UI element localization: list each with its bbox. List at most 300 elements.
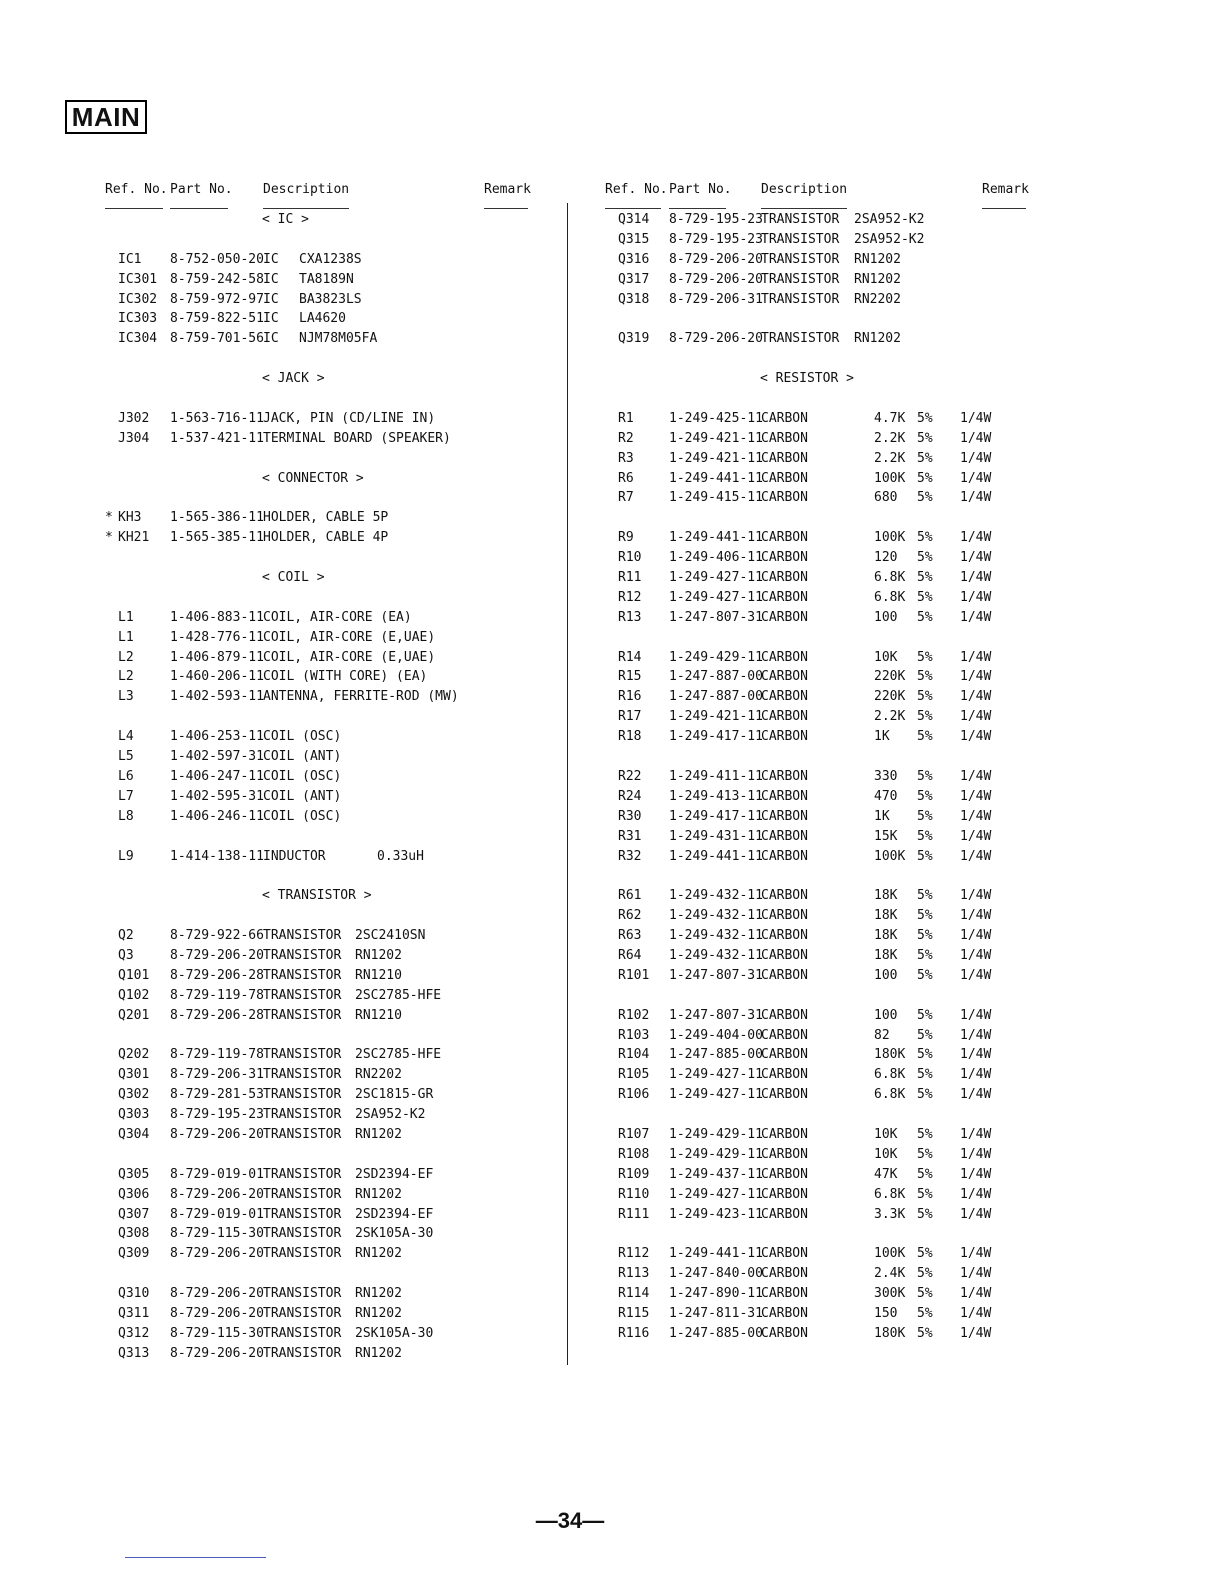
- cell-ref: L1: [118, 629, 134, 645]
- cell-ref: R24: [618, 788, 642, 804]
- parts-row: [105, 1065, 535, 1085]
- cell-tol: 5%: [917, 1146, 933, 1162]
- cell-desc: TRANSISTOR: [263, 987, 342, 1003]
- cell-desc: CARBON: [761, 967, 808, 983]
- cell-watt: 1/4W: [960, 928, 992, 944]
- cell-part: 1-247-890-11: [669, 1286, 763, 1302]
- cell-ref: R113: [618, 1266, 650, 1282]
- parts-row: [604, 1065, 1044, 1085]
- cell-watt: 1/4W: [960, 550, 992, 566]
- cell-desc: CARBON: [761, 1325, 808, 1341]
- cell-val: 100K: [874, 530, 906, 546]
- header-rule: [105, 208, 163, 209]
- cell-val: 2.2K: [874, 430, 906, 446]
- cell-v3: RN1210: [355, 1007, 402, 1023]
- cell-watt: 1/4W: [960, 1246, 992, 1262]
- cell-desc: COIL (OSC): [263, 808, 342, 824]
- cell-ref: R115: [618, 1305, 650, 1321]
- cell-tol: 5%: [917, 1186, 933, 1202]
- cell-part: 1-249-406-11: [669, 550, 763, 566]
- cell-ref: R110: [618, 1186, 650, 1202]
- cell-desc: CARBON: [761, 1166, 808, 1182]
- cell-watt: 1/4W: [960, 1166, 992, 1182]
- cell-watt: 1/4W: [960, 1266, 992, 1282]
- cell-v1: RN1202: [854, 251, 901, 267]
- cell-part: 1-247-840-00: [669, 1266, 763, 1282]
- cell-tol: 5%: [917, 1246, 933, 1262]
- cell-v3: 2SD2394-EF: [355, 1166, 434, 1182]
- cell-v3: 2SC1815-GR: [355, 1087, 434, 1103]
- cell-v3: 2SA952-K2: [355, 1107, 426, 1123]
- parts-row: [604, 329, 1044, 349]
- parts-row: [105, 667, 535, 687]
- cell-desc: TRANSISTOR: [761, 212, 840, 227]
- cell-desc: CARBON: [761, 1027, 808, 1043]
- cell-desc: CARBON: [761, 828, 808, 844]
- parts-row: [604, 767, 1044, 787]
- cell-part: 1-249-441-11: [669, 1246, 763, 1262]
- cell-desc: TRANSISTOR: [761, 291, 840, 307]
- cell-ref: R104: [618, 1047, 650, 1063]
- cell-desc: CARBON: [761, 1246, 808, 1262]
- section-heading: [105, 210, 535, 230]
- cell-ref: Q307: [118, 1206, 150, 1222]
- cell-watt: 1/4W: [960, 1047, 992, 1063]
- right-table-header: [604, 180, 1044, 210]
- parts-row: [604, 1006, 1044, 1026]
- cell-val: 6.8K: [874, 1067, 906, 1083]
- cell-watt: 1/4W: [960, 1206, 992, 1222]
- parts-row: [105, 1085, 535, 1105]
- cell-desc: HOLDER, CABLE 5P: [263, 510, 389, 526]
- cell-val: 100: [874, 1007, 898, 1023]
- cell-part: 8-729-195-23: [669, 212, 763, 227]
- cell-tol: 5%: [917, 848, 933, 864]
- cell-desc: COIL, AIR-CORE (EA): [263, 609, 412, 625]
- cell-desc: TRANSISTOR: [263, 967, 342, 983]
- parts-row: [604, 1205, 1044, 1225]
- spacer: [105, 1264, 535, 1284]
- cell-desc: TRANSISTOR: [263, 1226, 342, 1242]
- cell-v2: 0.33uH: [377, 848, 424, 864]
- cell-tol: 5%: [917, 649, 933, 665]
- cell-val: 3.3K: [874, 1206, 906, 1222]
- cell-desc: COIL, AIR-CORE (E,UAE): [263, 649, 436, 665]
- cell-val: 1K: [874, 808, 890, 824]
- cell-part: 1-406-879-11: [170, 649, 264, 665]
- parts-row: [105, 1205, 535, 1225]
- cell-part: 1-247-885-00: [669, 1325, 763, 1341]
- cell-watt: 1/4W: [960, 490, 992, 506]
- cell-part: 1-563-716-11: [170, 410, 264, 426]
- cell-ref: IC1: [118, 251, 142, 267]
- cell-part: 1-249-427-11: [669, 1067, 763, 1083]
- cell-desc: CARBON: [761, 768, 808, 784]
- cell-desc: TRANSISTOR: [761, 231, 840, 247]
- cell-watt: 1/4W: [960, 589, 992, 605]
- cell-tol: 5%: [917, 947, 933, 963]
- cell-val: 2.4K: [874, 1266, 906, 1282]
- cell-val: 6.8K: [874, 589, 906, 605]
- cell-tol: 5%: [917, 550, 933, 566]
- parts-row: [105, 747, 535, 767]
- cell-v3: 2SC2410SN: [355, 928, 426, 944]
- section-heading: [105, 568, 535, 588]
- parts-row: [604, 648, 1044, 668]
- cell-ref: Q311: [118, 1305, 150, 1321]
- section-label: < IC >: [262, 212, 309, 227]
- cell-tol: 5%: [917, 1305, 933, 1321]
- cell-desc: TRANSISTOR: [263, 1246, 342, 1262]
- spacer: [105, 707, 535, 727]
- cell-ref: Q314: [618, 212, 650, 227]
- cell-desc: TRANSISTOR: [263, 1286, 342, 1302]
- cell-part: 8-759-242-58: [170, 271, 264, 287]
- parts-row: [604, 926, 1044, 946]
- parts-row: [604, 1304, 1044, 1324]
- parts-row: [604, 667, 1044, 687]
- cell-desc: CARBON: [761, 609, 808, 625]
- cell-desc: CARBON: [761, 1305, 808, 1321]
- parts-row: [604, 270, 1044, 290]
- cell-watt: 1/4W: [960, 450, 992, 466]
- header-description: Description: [263, 182, 350, 197]
- cell-watt: 1/4W: [960, 768, 992, 784]
- cell-v3: RN1202: [355, 1246, 402, 1262]
- cell-part: 1-249-421-11: [669, 450, 763, 466]
- cell-ref: R106: [618, 1087, 650, 1103]
- cell-desc: COIL (ANT): [263, 749, 342, 765]
- cell-tol: 5%: [917, 1286, 933, 1302]
- cell-tol: 5%: [917, 490, 933, 506]
- cell-ref: L5: [118, 749, 134, 765]
- parts-row: [604, 886, 1044, 906]
- parts-row: [604, 687, 1044, 707]
- parts-row: [105, 1045, 535, 1065]
- parts-row: [604, 210, 1044, 230]
- cell-val: 2.2K: [874, 709, 906, 725]
- cell-tol: 5%: [917, 1027, 933, 1043]
- cell-tol: 5%: [917, 430, 933, 446]
- cell-desc: HOLDER, CABLE 4P: [263, 530, 389, 546]
- column-divider: [567, 203, 568, 1365]
- cell-watt: 1/4W: [960, 1146, 992, 1162]
- cell-desc: CARBON: [761, 430, 808, 446]
- cell-watt: 1/4W: [960, 1286, 992, 1302]
- cell-part: 1-249-417-11: [669, 729, 763, 745]
- cell-desc: INDUCTOR: [263, 848, 326, 864]
- cell-watt: 1/4W: [960, 1027, 992, 1043]
- cell-ref: Q305: [118, 1166, 150, 1182]
- parts-row: [105, 1165, 535, 1185]
- cell-star: *: [105, 530, 113, 546]
- spacer: [105, 827, 535, 847]
- cell-tol: 5%: [917, 967, 933, 983]
- parts-row: [105, 787, 535, 807]
- parts-row: [604, 707, 1044, 727]
- cell-ref: R7: [618, 490, 634, 506]
- parts-row: [105, 1185, 535, 1205]
- parts-row: [604, 966, 1044, 986]
- cell-val: 10K: [874, 1126, 898, 1142]
- cell-part: 1-406-246-11: [170, 808, 264, 824]
- cell-desc: COIL (WITH CORE) (EA): [263, 669, 428, 685]
- cell-desc: TRANSISTOR: [263, 1166, 342, 1182]
- parts-row: [604, 1244, 1044, 1264]
- cell-v1: RN2202: [854, 291, 901, 307]
- parts-row: [604, 1085, 1044, 1105]
- cell-part: 8-729-115-30: [170, 1226, 264, 1242]
- cell-v1: CXA1238S: [299, 251, 362, 267]
- cell-desc: TERMINAL BOARD (SPEAKER): [263, 430, 451, 446]
- cell-watt: 1/4W: [960, 848, 992, 864]
- cell-desc: CARBON: [761, 450, 808, 466]
- cell-tol: 5%: [917, 1087, 933, 1103]
- cell-val: 300K: [874, 1286, 906, 1302]
- cell-v3: RN1210: [355, 967, 402, 983]
- right-parts-column: [604, 180, 1044, 1344]
- cell-ref: Q316: [618, 251, 650, 267]
- cell-ref: R18: [618, 729, 642, 745]
- cell-watt: 1/4W: [960, 908, 992, 924]
- cell-part: 8-729-206-20: [170, 1246, 264, 1262]
- parts-row: [105, 687, 535, 707]
- cell-desc: IC: [263, 271, 279, 287]
- cell-desc: COIL (OSC): [263, 768, 342, 784]
- cell-part: 1-249-429-11: [669, 1126, 763, 1142]
- cell-part: 8-729-206-20: [170, 1126, 264, 1142]
- parts-row: [105, 528, 535, 548]
- cell-v3: RN1202: [355, 1186, 402, 1202]
- spacer: [604, 628, 1044, 648]
- cell-desc: TRANSISTOR: [263, 1067, 342, 1083]
- parts-row: [105, 1344, 535, 1364]
- cell-ref: Q101: [118, 967, 150, 983]
- parts-row: [604, 449, 1044, 469]
- cell-ref: R6: [618, 470, 634, 486]
- header-rule: [982, 208, 1026, 209]
- cell-watt: 1/4W: [960, 1126, 992, 1142]
- cell-part: 8-729-206-20: [170, 1305, 264, 1321]
- footer-rule: [125, 1557, 266, 1558]
- cell-val: 18K: [874, 888, 898, 904]
- cell-part: 8-729-206-20: [170, 947, 264, 963]
- cell-part: 8-729-119-78: [170, 1047, 264, 1063]
- cell-part: 1-249-441-11: [669, 470, 763, 486]
- cell-ref: IC303: [118, 311, 158, 327]
- parts-row: [604, 290, 1044, 310]
- parts-row: [604, 250, 1044, 270]
- right-table-body: [604, 210, 1044, 1344]
- left-table-body: [105, 210, 535, 1364]
- cell-val: 6.8K: [874, 1186, 906, 1202]
- section-heading: [105, 886, 535, 906]
- cell-tol: 5%: [917, 1007, 933, 1023]
- parts-row: [604, 1145, 1044, 1165]
- cell-ref: L1: [118, 609, 134, 625]
- cell-val: 1K: [874, 729, 890, 745]
- parts-row: [604, 906, 1044, 926]
- parts-row: [105, 309, 535, 329]
- cell-val: 10K: [874, 649, 898, 665]
- cell-v1: RN1202: [854, 271, 901, 287]
- cell-ref: R2: [618, 430, 634, 446]
- spacer: [105, 230, 535, 250]
- cell-ref: L8: [118, 808, 134, 824]
- cell-part: 1-247-887-00: [669, 669, 763, 685]
- cell-ref: Q201: [118, 1007, 150, 1023]
- parts-row: [105, 1284, 535, 1304]
- cell-ref: R22: [618, 768, 642, 784]
- cell-part: 8-729-115-30: [170, 1325, 264, 1341]
- parts-row: [604, 727, 1044, 747]
- cell-part: 1-249-432-11: [669, 888, 763, 904]
- cell-part: 1-247-887-00: [669, 689, 763, 705]
- cell-tol: 5%: [917, 828, 933, 844]
- section-heading: [105, 469, 535, 489]
- cell-desc: CARBON: [761, 947, 808, 963]
- spacer: [604, 309, 1044, 329]
- cell-ref: L2: [118, 669, 134, 685]
- parts-row: [105, 429, 535, 449]
- cell-val: 100K: [874, 470, 906, 486]
- cell-part: 8-752-050-20: [170, 251, 264, 267]
- cell-part: 8-729-019-01: [170, 1206, 264, 1222]
- cell-part: 8-759-822-51: [170, 311, 264, 327]
- spacer: [604, 1224, 1044, 1244]
- cell-part: 1-249-429-11: [669, 649, 763, 665]
- cell-v3: 2SD2394-EF: [355, 1206, 434, 1222]
- cell-ref: R61: [618, 888, 642, 904]
- cell-val: 18K: [874, 908, 898, 924]
- cell-watt: 1/4W: [960, 1007, 992, 1023]
- cell-ref: R107: [618, 1126, 650, 1142]
- cell-watt: 1/4W: [960, 530, 992, 546]
- cell-watt: 1/4W: [960, 1325, 992, 1341]
- cell-part: 1-414-138-11: [170, 848, 264, 864]
- header-rule: [761, 208, 847, 209]
- parts-row: [604, 548, 1044, 568]
- parts-row: [105, 1244, 535, 1264]
- section-label: < JACK >: [262, 371, 325, 387]
- parts-row: [105, 290, 535, 310]
- cell-v1: NJM78M05FA: [299, 331, 378, 347]
- cell-part: 8-729-206-28: [170, 1007, 264, 1023]
- cell-part: 1-249-427-11: [669, 570, 763, 586]
- cell-desc: CARBON: [761, 470, 808, 486]
- cell-v3: RN2202: [355, 1067, 402, 1083]
- cell-ref: IC302: [118, 291, 158, 307]
- cell-ref: IC304: [118, 331, 158, 347]
- cell-ref: R112: [618, 1246, 650, 1262]
- cell-ref: L7: [118, 788, 134, 804]
- cell-ref: Q2: [118, 928, 134, 944]
- parts-row: [604, 528, 1044, 548]
- cell-desc: CARBON: [761, 550, 808, 566]
- cell-v3: RN1202: [355, 1126, 402, 1142]
- cell-tol: 5%: [917, 570, 933, 586]
- cell-ref: Q303: [118, 1107, 150, 1123]
- cell-ref: R12: [618, 589, 642, 605]
- cell-watt: 1/4W: [960, 1186, 992, 1202]
- section-heading: [604, 369, 1044, 389]
- cell-part: 1-249-441-11: [669, 530, 763, 546]
- cell-watt: 1/4W: [960, 689, 992, 705]
- header-rule: [484, 208, 528, 209]
- cell-desc: TRANSISTOR: [263, 1206, 342, 1222]
- cell-watt: 1/4W: [960, 808, 992, 824]
- parts-row: [604, 488, 1044, 508]
- cell-ref: R10: [618, 550, 642, 566]
- cell-v3: 2SK105A-30: [355, 1226, 434, 1242]
- cell-desc: CARBON: [761, 1087, 808, 1103]
- cell-part: 1-247-885-00: [669, 1047, 763, 1063]
- cell-desc: CARBON: [761, 649, 808, 665]
- cell-val: 6.8K: [874, 570, 906, 586]
- spacer: [604, 349, 1044, 369]
- parts-row: [105, 1125, 535, 1145]
- cell-part: 8-729-206-20: [669, 251, 763, 267]
- cell-val: 18K: [874, 947, 898, 963]
- parts-row: [105, 329, 535, 349]
- cell-desc: TRANSISTOR: [761, 271, 840, 287]
- cell-desc: TRANSISTOR: [263, 1047, 342, 1063]
- cell-part: 1-247-807-31: [669, 967, 763, 983]
- parts-row: [604, 1185, 1044, 1205]
- parts-row: [604, 827, 1044, 847]
- cell-part: 1-249-432-11: [669, 947, 763, 963]
- cell-desc: CARBON: [761, 1007, 808, 1023]
- cell-desc: COIL (ANT): [263, 788, 342, 804]
- cell-ref: Q317: [618, 271, 650, 287]
- cell-ref: R105: [618, 1067, 650, 1083]
- cell-part: 1-249-423-11: [669, 1206, 763, 1222]
- cell-ref: IC301: [118, 271, 158, 287]
- cell-part: 1-249-415-11: [669, 490, 763, 506]
- parts-row: [105, 847, 535, 867]
- cell-v1: 2SA952-K2: [854, 231, 925, 247]
- cell-part: 8-729-206-20: [669, 271, 763, 287]
- cell-part: 1-249-427-11: [669, 1186, 763, 1202]
- cell-tol: 5%: [917, 808, 933, 824]
- cell-val: 100: [874, 609, 898, 625]
- cell-ref: Q302: [118, 1087, 150, 1103]
- section-label: < COIL >: [262, 570, 325, 586]
- spacer: [604, 747, 1044, 767]
- cell-tol: 5%: [917, 589, 933, 605]
- cell-ref: L9: [118, 848, 134, 864]
- cell-watt: 1/4W: [960, 828, 992, 844]
- spacer: [105, 588, 535, 608]
- cell-part: 8-729-206-31: [669, 291, 763, 307]
- cell-ref: Q308: [118, 1226, 150, 1242]
- cell-v1: TA8189N: [299, 271, 354, 287]
- cell-ref: R116: [618, 1325, 650, 1341]
- cell-ref: R111: [618, 1206, 650, 1222]
- parts-row: [604, 1125, 1044, 1145]
- cell-desc: TRANSISTOR: [263, 1305, 342, 1321]
- cell-desc: CARBON: [761, 669, 808, 685]
- parts-row: [105, 1304, 535, 1324]
- cell-v1: LA4620: [299, 311, 346, 327]
- cell-ref: R64: [618, 947, 642, 963]
- cell-part: 1-247-807-31: [669, 609, 763, 625]
- parts-row: [105, 807, 535, 827]
- cell-ref: R15: [618, 669, 642, 685]
- cell-ref: R103: [618, 1027, 650, 1043]
- cell-tol: 5%: [917, 709, 933, 725]
- spacer: [105, 1026, 535, 1046]
